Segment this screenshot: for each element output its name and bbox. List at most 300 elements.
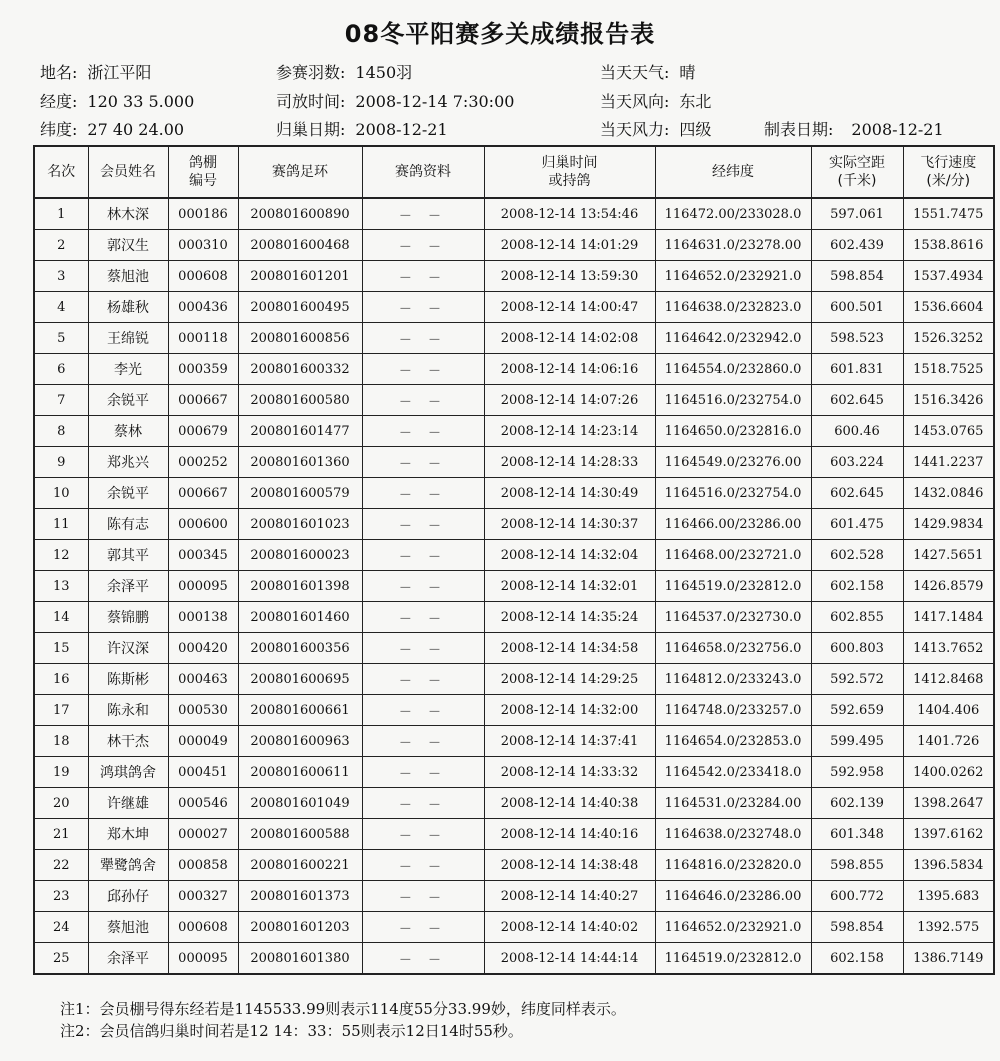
cell-member: 蔡林	[88, 416, 168, 447]
header-info	[362, 146, 484, 198]
cell-loft: 000359	[168, 354, 238, 385]
cell-dist: 602.645	[811, 478, 903, 509]
count-value: 1450羽	[355, 63, 413, 82]
weather-value: 晴	[679, 63, 696, 82]
count-label: 参赛羽数:	[276, 63, 346, 82]
cell-info: － －	[362, 757, 484, 788]
info-release	[276, 89, 514, 112]
cell-ring: 200801600695	[238, 664, 362, 695]
cell-loft: 000463	[168, 664, 238, 695]
cell-info: － －	[362, 478, 484, 509]
cell-member: 王绵锐	[88, 323, 168, 354]
cell-time: 2008-12-14 13:59:30	[484, 261, 655, 292]
cell-dist: 602.855	[811, 602, 903, 633]
header-coord-label: 经纬度	[712, 164, 754, 180]
table-row	[34, 788, 994, 819]
table-row	[34, 850, 994, 881]
header-ring-label: 赛鸽足环	[272, 164, 328, 180]
table-row	[34, 912, 994, 943]
table-row	[34, 819, 994, 850]
cell-member: 蔡旭池	[88, 912, 168, 943]
table-row	[34, 447, 994, 478]
cell-member: 郑木坤	[88, 819, 168, 850]
cell-time: 2008-12-14 14:30:49	[484, 478, 655, 509]
cell-loft: 000095	[168, 943, 238, 975]
release-value: 2008-12-14 7:30:00	[355, 92, 515, 111]
cell-coord: 1164531.0/23284.00	[655, 788, 811, 819]
cell-ring: 200801601477	[238, 416, 362, 447]
cell-time: 2008-12-14 14:00:47	[484, 292, 655, 323]
cell-coord: 1164658.0/232756.0	[655, 633, 811, 664]
cell-loft: 000546	[168, 788, 238, 819]
cell-coord: 1164631.0/23278.00	[655, 230, 811, 261]
cell-loft: 000252	[168, 447, 238, 478]
cell-coord: 116472.00/233028.0	[655, 198, 811, 230]
cell-dist: 600.501	[811, 292, 903, 323]
cell-loft: 000667	[168, 385, 238, 416]
cell-rank: 11	[34, 509, 88, 540]
note-2: 注2：会员信鸽归巢时间若是12 14：33：55则表示12日14时55秒。	[60, 1022, 523, 1040]
table-row	[34, 695, 994, 726]
cell-rank: 21	[34, 819, 88, 850]
cell-ring: 200801600579	[238, 478, 362, 509]
table-row	[34, 602, 994, 633]
cell-member: 蔡锦鹏	[88, 602, 168, 633]
cell-speed: 1551.7475	[903, 198, 994, 230]
lon-label: 经度:	[40, 92, 78, 111]
cell-info: － －	[362, 354, 484, 385]
cell-speed: 1441.2237	[903, 447, 994, 478]
cell-info: － －	[362, 540, 484, 571]
cell-loft: 000420	[168, 633, 238, 664]
cell-speed: 1518.7525	[903, 354, 994, 385]
table-row	[34, 571, 994, 602]
cell-dist: 597.061	[811, 198, 903, 230]
cell-coord: 1164519.0/232812.0	[655, 943, 811, 975]
made-label: 制表日期:	[764, 120, 834, 139]
header-distance-line1: 实际空距	[829, 155, 885, 171]
cell-ring: 200801600856	[238, 323, 362, 354]
cell-info: － －	[362, 943, 484, 975]
cell-info: － －	[362, 509, 484, 540]
cell-rank: 19	[34, 757, 88, 788]
cell-loft: 000679	[168, 416, 238, 447]
lat-label: 纬度:	[40, 120, 78, 139]
info-wind-force	[600, 117, 711, 140]
header-member-label: 会员姓名	[100, 164, 156, 180]
cell-speed: 1429.9834	[903, 509, 994, 540]
cell-coord: 1164537.0/232730.0	[655, 602, 811, 633]
cell-speed: 1404.406	[903, 695, 994, 726]
cell-member: 陈永和	[88, 695, 168, 726]
cell-dist: 601.831	[811, 354, 903, 385]
cell-member: 许继雄	[88, 788, 168, 819]
cell-info: － －	[362, 385, 484, 416]
cell-time: 2008-12-14 13:54:46	[484, 198, 655, 230]
cell-coord: 1164554.0/232860.0	[655, 354, 811, 385]
cell-coord: 1164652.0/232921.0	[655, 912, 811, 943]
cell-dist: 592.659	[811, 695, 903, 726]
cell-rank: 8	[34, 416, 88, 447]
cell-info: － －	[362, 850, 484, 881]
cell-info: － －	[362, 788, 484, 819]
cell-ring: 200801601023	[238, 509, 362, 540]
wind-dir-label: 当天风向:	[600, 92, 670, 111]
cell-dist: 601.475	[811, 509, 903, 540]
cell-loft: 000049	[168, 726, 238, 757]
cell-speed: 1453.0765	[903, 416, 994, 447]
cell-time: 2008-12-14 14:35:24	[484, 602, 655, 633]
cell-info: － －	[362, 633, 484, 664]
cell-loft: 000608	[168, 261, 238, 292]
cell-info: － －	[362, 912, 484, 943]
cell-info: － －	[362, 881, 484, 912]
cell-rank: 24	[34, 912, 88, 943]
cell-rank: 10	[34, 478, 88, 509]
cell-member: 余锐平	[88, 478, 168, 509]
cell-speed: 1427.5651	[903, 540, 994, 571]
cell-rank: 15	[34, 633, 88, 664]
cell-ring: 200801601380	[238, 943, 362, 975]
header-speed	[903, 146, 994, 198]
cell-loft: 000600	[168, 509, 238, 540]
header-loft-line1: 鸽棚	[189, 155, 217, 171]
cell-coord: 1164654.0/232853.0	[655, 726, 811, 757]
cell-rank: 5	[34, 323, 88, 354]
info-return	[276, 117, 448, 140]
header-speed-line2: (米/分)	[926, 173, 971, 189]
cell-member: 余泽平	[88, 943, 168, 975]
return-label: 归巢日期:	[276, 120, 346, 139]
cell-ring: 200801601373	[238, 881, 362, 912]
table-row	[34, 509, 994, 540]
table-row	[34, 633, 994, 664]
weather-label: 当天天气:	[600, 63, 670, 82]
place-label: 地名:	[40, 63, 78, 82]
info-count	[276, 60, 412, 83]
cell-member: 杨雄秋	[88, 292, 168, 323]
cell-member: 许汉深	[88, 633, 168, 664]
cell-time: 2008-12-14 14:32:00	[484, 695, 655, 726]
info-made-date	[764, 117, 944, 140]
cell-ring: 200801600332	[238, 354, 362, 385]
cell-dist: 598.854	[811, 261, 903, 292]
cell-dist: 598.523	[811, 323, 903, 354]
cell-coord: 1164812.0/233243.0	[655, 664, 811, 695]
table-row	[34, 385, 994, 416]
cell-ring: 200801601360	[238, 447, 362, 478]
cell-rank: 22	[34, 850, 88, 881]
cell-member: 蔡旭池	[88, 261, 168, 292]
cell-loft: 000436	[168, 292, 238, 323]
cell-ring: 200801600963	[238, 726, 362, 757]
cell-info: － －	[362, 726, 484, 757]
cell-member: 林干杰	[88, 726, 168, 757]
cell-rank: 16	[34, 664, 88, 695]
cell-info: － －	[362, 447, 484, 478]
cell-loft: 000608	[168, 912, 238, 943]
cell-loft: 000138	[168, 602, 238, 633]
made-value: 2008-12-21	[851, 120, 944, 139]
cell-rank: 4	[34, 292, 88, 323]
table-row	[34, 943, 994, 975]
cell-info: － －	[362, 602, 484, 633]
cell-rank: 20	[34, 788, 88, 819]
cell-time: 2008-12-14 14:32:04	[484, 540, 655, 571]
cell-coord: 1164516.0/232754.0	[655, 385, 811, 416]
cell-coord: 1164519.0/232812.0	[655, 571, 811, 602]
cell-rank: 18	[34, 726, 88, 757]
cell-dist: 602.528	[811, 540, 903, 571]
table-row	[34, 757, 994, 788]
place-value: 浙江平阳	[87, 63, 152, 82]
wind-force-label: 当天风力:	[600, 120, 670, 139]
cell-speed: 1392.575	[903, 912, 994, 943]
cell-loft: 000186	[168, 198, 238, 230]
info-lat	[40, 117, 184, 140]
cell-dist: 602.645	[811, 385, 903, 416]
cell-time: 2008-12-14 14:32:01	[484, 571, 655, 602]
release-label: 司放时间:	[276, 92, 346, 111]
cell-ring: 200801600580	[238, 385, 362, 416]
table-row	[34, 416, 994, 447]
cell-member: 余锐平	[88, 385, 168, 416]
table-row	[34, 198, 994, 230]
cell-speed: 1526.3252	[903, 323, 994, 354]
cell-dist: 600.803	[811, 633, 903, 664]
cell-dist: 598.855	[811, 850, 903, 881]
header-member	[88, 146, 168, 198]
cell-member: 李光	[88, 354, 168, 385]
cell-coord: 1164646.0/23286.00	[655, 881, 811, 912]
report-title: 08冬平阳赛多关成绩报告表	[344, 20, 656, 48]
cell-member: 余泽平	[88, 571, 168, 602]
cell-info: － －	[362, 819, 484, 850]
cell-coord: 116466.00/23286.00	[655, 509, 811, 540]
cell-coord: 1164638.0/232823.0	[655, 292, 811, 323]
cell-coord: 116468.00/232721.0	[655, 540, 811, 571]
cell-rank: 23	[34, 881, 88, 912]
cell-rank: 7	[34, 385, 88, 416]
cell-time: 2008-12-14 14:33:32	[484, 757, 655, 788]
cell-loft: 000858	[168, 850, 238, 881]
cell-time: 2008-12-14 14:23:14	[484, 416, 655, 447]
cell-time: 2008-12-14 14:44:14	[484, 943, 655, 975]
cell-member: 郭汉生	[88, 230, 168, 261]
cell-rank: 2	[34, 230, 88, 261]
cell-info: － －	[362, 323, 484, 354]
cell-info: － －	[362, 416, 484, 447]
cell-dist: 598.854	[811, 912, 903, 943]
cell-time: 2008-12-14 14:40:38	[484, 788, 655, 819]
info-place	[40, 60, 151, 83]
cell-info: － －	[362, 292, 484, 323]
cell-rank: 12	[34, 540, 88, 571]
cell-loft: 000118	[168, 323, 238, 354]
table-row	[34, 323, 994, 354]
table-row	[34, 726, 994, 757]
cell-info: － －	[362, 261, 484, 292]
cell-coord: 1164652.0/232921.0	[655, 261, 811, 292]
cell-time: 2008-12-14 14:40:27	[484, 881, 655, 912]
header-info-label: 赛鸽资料	[395, 164, 451, 180]
notes	[60, 998, 626, 1042]
cell-ring: 200801600356	[238, 633, 362, 664]
cell-dist: 602.158	[811, 943, 903, 975]
table-row	[34, 230, 994, 261]
cell-ring: 200801600588	[238, 819, 362, 850]
cell-rank: 9	[34, 447, 88, 478]
cell-speed: 1426.8579	[903, 571, 994, 602]
cell-coord: 1164642.0/232942.0	[655, 323, 811, 354]
cell-dist: 602.439	[811, 230, 903, 261]
cell-loft: 000027	[168, 819, 238, 850]
cell-time: 2008-12-14 14:02:08	[484, 323, 655, 354]
cell-info: － －	[362, 571, 484, 602]
cell-dist: 602.158	[811, 571, 903, 602]
cell-loft: 000327	[168, 881, 238, 912]
cell-dist: 600.772	[811, 881, 903, 912]
cell-speed: 1432.0846	[903, 478, 994, 509]
cell-coord: 1164638.0/232748.0	[655, 819, 811, 850]
header-time-line2: 或持鸽	[548, 173, 591, 189]
cell-rank: 14	[34, 602, 88, 633]
cell-speed: 1396.5834	[903, 850, 994, 881]
cell-time: 2008-12-14 14:34:58	[484, 633, 655, 664]
cell-ring: 200801601049	[238, 788, 362, 819]
cell-speed: 1537.4934	[903, 261, 994, 292]
cell-member: 邱孙仔	[88, 881, 168, 912]
cell-time: 2008-12-14 14:07:26	[484, 385, 655, 416]
cell-time: 2008-12-14 14:01:29	[484, 230, 655, 261]
cell-speed: 1401.726	[903, 726, 994, 757]
cell-info: － －	[362, 664, 484, 695]
cell-loft: 000667	[168, 478, 238, 509]
cell-info: － －	[362, 198, 484, 230]
cell-time: 2008-12-14 14:29:25	[484, 664, 655, 695]
cell-ring: 200801600023	[238, 540, 362, 571]
cell-speed: 1398.2647	[903, 788, 994, 819]
cell-ring: 200801600495	[238, 292, 362, 323]
cell-time: 2008-12-14 14:40:02	[484, 912, 655, 943]
cell-rank: 3	[34, 261, 88, 292]
cell-loft: 000451	[168, 757, 238, 788]
header-rank-label: 名次	[47, 164, 76, 180]
cell-dist: 602.139	[811, 788, 903, 819]
results-table	[33, 145, 995, 975]
info-weather	[600, 60, 695, 83]
return-value: 2008-12-21	[355, 120, 448, 139]
cell-member: 陈斯彬	[88, 664, 168, 695]
cell-loft: 000095	[168, 571, 238, 602]
cell-coord: 1164816.0/232820.0	[655, 850, 811, 881]
cell-time: 2008-12-14 14:30:37	[484, 509, 655, 540]
cell-ring: 200801601203	[238, 912, 362, 943]
cell-coord: 1164650.0/232816.0	[655, 416, 811, 447]
cell-ring: 200801600661	[238, 695, 362, 726]
cell-speed: 1400.0262	[903, 757, 994, 788]
cell-dist: 601.348	[811, 819, 903, 850]
cell-loft: 000310	[168, 230, 238, 261]
header-rank	[34, 146, 88, 198]
cell-time: 2008-12-14 14:06:16	[484, 354, 655, 385]
wind-force-value: 四级	[679, 120, 712, 139]
cell-rank: 25	[34, 943, 88, 975]
cell-ring: 200801601460	[238, 602, 362, 633]
lat-value: 27 40 24.00	[87, 120, 185, 139]
cell-time: 2008-12-14 14:40:16	[484, 819, 655, 850]
info-wind-dir	[600, 89, 711, 112]
cell-dist: 600.46	[811, 416, 903, 447]
cell-member: 林木深	[88, 198, 168, 230]
cell-member: 犟鹭鸽舍	[88, 850, 168, 881]
cell-rank: 6	[34, 354, 88, 385]
header-loft-line2: 编号	[189, 173, 217, 189]
cell-speed: 1417.1484	[903, 602, 994, 633]
lon-value: 120 33 5.000	[87, 92, 195, 111]
table-row	[34, 354, 994, 385]
cell-info: － －	[362, 695, 484, 726]
table-row	[34, 292, 994, 323]
cell-time: 2008-12-14 14:28:33	[484, 447, 655, 478]
header-time	[484, 146, 655, 198]
cell-speed: 1397.6162	[903, 819, 994, 850]
cell-member: 鸿琪鸽舍	[88, 757, 168, 788]
cell-ring: 200801600468	[238, 230, 362, 261]
cell-ring: 200801600611	[238, 757, 362, 788]
cell-speed: 1538.8616	[903, 230, 994, 261]
cell-speed: 1395.683	[903, 881, 994, 912]
cell-speed: 1536.6604	[903, 292, 994, 323]
cell-coord: 1164516.0/232754.0	[655, 478, 811, 509]
cell-time: 2008-12-14 14:38:48	[484, 850, 655, 881]
cell-coord: 1164748.0/233257.0	[655, 695, 811, 726]
cell-speed: 1386.7149	[903, 943, 994, 975]
cell-member: 郭其平	[88, 540, 168, 571]
header-time-line1: 归巢时间	[541, 155, 598, 171]
cell-info: － －	[362, 230, 484, 261]
cell-time: 2008-12-14 14:37:41	[484, 726, 655, 757]
cell-loft: 000530	[168, 695, 238, 726]
cell-ring: 200801601201	[238, 261, 362, 292]
cell-rank: 13	[34, 571, 88, 602]
cell-dist: 592.572	[811, 664, 903, 695]
cell-member: 郑兆兴	[88, 447, 168, 478]
cell-dist: 603.224	[811, 447, 903, 478]
info-lon	[40, 89, 194, 112]
table-row	[34, 540, 994, 571]
cell-ring: 200801600890	[238, 198, 362, 230]
header-ring	[238, 146, 362, 198]
cell-coord: 1164542.0/233418.0	[655, 757, 811, 788]
cell-rank: 1	[34, 198, 88, 230]
cell-ring: 200801601398	[238, 571, 362, 602]
table-row	[34, 881, 994, 912]
table-header-row	[34, 146, 994, 198]
cell-coord: 1164549.0/23276.00	[655, 447, 811, 478]
cell-loft: 000345	[168, 540, 238, 571]
cell-speed: 1413.7652	[903, 633, 994, 664]
header-distance-line2: (千米)	[837, 173, 877, 189]
cell-rank: 17	[34, 695, 88, 726]
cell-ring: 200801600221	[238, 850, 362, 881]
header-distance	[811, 146, 903, 198]
header-loft	[168, 146, 238, 198]
note-1: 注1：会员棚号得东经若是1145533.99则表示114度55分33.99妙，纬度同样表示。	[60, 1000, 626, 1018]
cell-dist: 592.958	[811, 757, 903, 788]
cell-speed: 1516.3426	[903, 385, 994, 416]
cell-member: 陈有志	[88, 509, 168, 540]
